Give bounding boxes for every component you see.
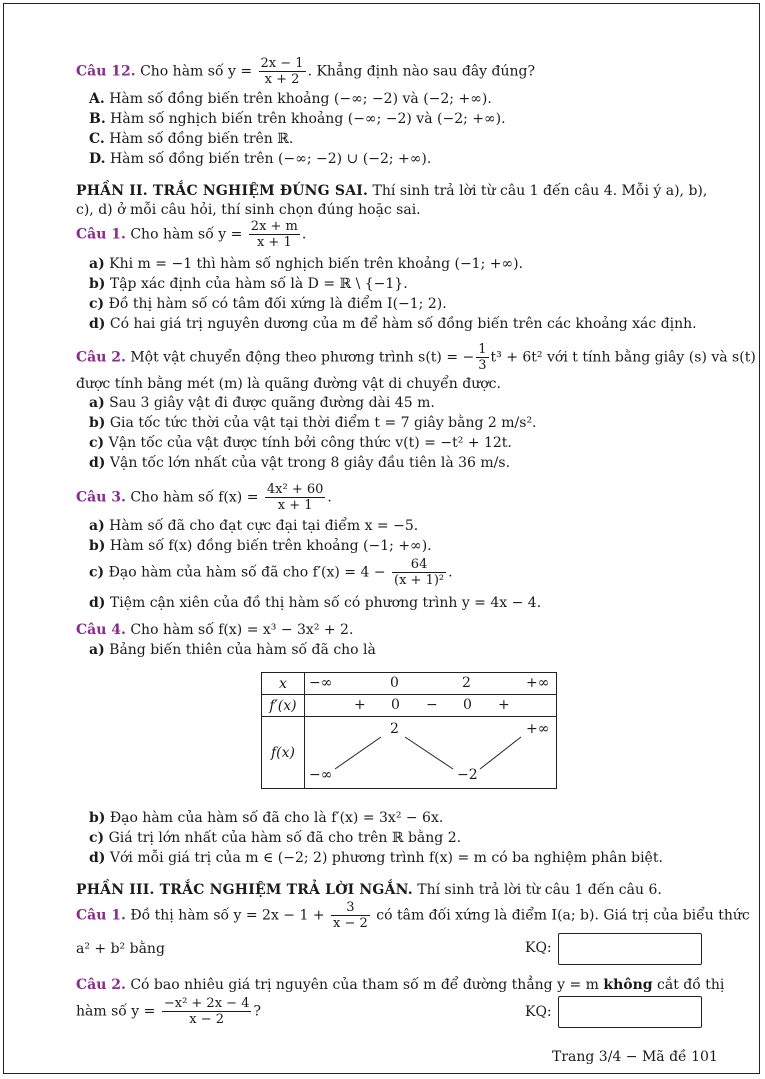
p2-q3-item-d: d) Tiệm cận xiên của đồ thị hàm số có phương trình y = 4x − 4. [89, 595, 542, 611]
p3-q1-fraction: $\frac{3}{x - 2}$ [333, 900, 368, 931]
p2-q1-fraction: $\frac{2x + m}{x + 1}$ [250, 219, 298, 250]
p2-q3-fraction: $\frac{\text{4x² + 60}}{x + 1}$ [266, 482, 324, 513]
p2-q3-stem: Câu 3. Cho hàm số f(x) = $\frac{\text{4x² + 60}}{x + 1}$ . [76, 482, 332, 513]
p2-q1-item-d: d) Có hai giá trị nguyên dương của m để hàm số đồng biến trên các khoảng xác định. [89, 316, 697, 332]
p3-q2-fraction: $\frac{\text{−x² + 2x − 4}}{x - 2}$ [163, 996, 250, 1027]
p3-q1-kq-label: KQ: [525, 940, 552, 956]
part2-heading: PHẦN II. TRẮC NGHIỆM ĐÚNG SAI. Thí sinh trả lời từ câu 1 đến câu 4. Mỗi ý a), b), [76, 183, 708, 199]
p2-q1-item-b: b) Tập xác định của hàm số là D = ℝ \ {−1}. [89, 276, 408, 292]
p2-q1-item-a: a) Khi m = −1 thì hàm số nghịch biến trên khoảng (−1; +∞). [89, 256, 524, 272]
p2-q4-stem: Câu 4. Cho hàm số f(x) = x³ − 3x² + 2. [76, 622, 354, 638]
q12-option-d: D. Hàm số đồng biến trên (−∞; −2) ∪ (−2; +∞). [89, 151, 432, 167]
p2-q3-item-b: b) Hàm số f(x) đồng biến trên khoảng (−1; +∞). [89, 538, 432, 554]
p3-q1-stem: Câu 1. Đồ thị hàm số y = 2x − 1 + $\frac{3}{x - 2}$ có tâm đối xứng là điểm I(a; b). Giá trị của biểu thức [76, 900, 750, 931]
p2-q2-fraction: $\frac{1}{3}$ [478, 342, 487, 373]
p2-q2-stem: Câu 2. Một vật chuyển động theo phương trình s(t) = − $\frac{1}{3}$ t³ + 6t² với t tính bằng giây (s) và s(t) [76, 342, 756, 373]
p2-q2-item-c: c) Vận tốc của vật được tính bởi công thức v(t) = −t² + 12t. [89, 435, 512, 451]
vt-arrows [305, 717, 556, 789]
p2-q3-c-fraction: $\frac{64}{\text{(x + 1)²}}$ [394, 557, 445, 588]
vt-f-label: f(x) [262, 717, 305, 789]
p2-q2-stem-line2: được tính bằng mét (m) là quãng đường vật di chuyển được. [76, 376, 501, 392]
q12-option-b: B. Hàm số nghịch biến trên khoảng (−∞; −2) và (−2; +∞). [89, 111, 506, 127]
p2-q4-item-b: b) Đạo hàm của hàm số đã cho là f′(x) = 3x² − 6x. [89, 810, 444, 826]
q12-fraction: $\frac{2x - 1}{x + 2}$ [260, 56, 304, 87]
q12-option-c: C. Hàm số đồng biến trên ℝ. [89, 131, 294, 147]
p3-q1-stem-line2: a² + b² bằng [76, 941, 165, 957]
vt-deriv-row: + 0 − 0 + [305, 695, 557, 717]
p2-q2-item-d: d) Vận tốc lớn nhất của vật trong 8 giây đầu tiên là 36 m/s. [89, 455, 511, 471]
variation-table [261, 672, 557, 789]
vt-f-row: −∞ 2 −2 +∞ [305, 717, 557, 789]
p3-q1-answer-box[interactable] [558, 933, 702, 965]
p2-q3-item-c: c) Đạo hàm của hàm số đã cho f′(x) = 4 − $\frac{64}{\text{(x + 1)²}}$ . [89, 557, 453, 588]
p3-q2-stem-line2: hàm số y = $\frac{\text{−x² + 2x − 4}}{x - 2}$ ? [76, 996, 261, 1027]
p2-q2-item-a: a) Sau 3 giây vật đi được quãng đường dài 45 m. [89, 395, 435, 411]
vt-x-label: x [262, 673, 305, 695]
p2-q4-item-c: c) Giá trị lớn nhất của hàm số đã cho trên ℝ bằng 2. [89, 830, 462, 846]
p2-q1-item-c: c) Đồ thị hàm số có tâm đối xứng là điểm I(−1; 2). [89, 296, 447, 312]
vt-x-row: −∞ 0 2 +∞ [305, 673, 557, 695]
p3-q2-stem: Câu 2. Có bao nhiêu giá trị nguyên của tham số m để đường thẳng y = m không cắt đồ thị [76, 977, 725, 993]
p2-q4-item-a: a) Bảng biến thiên của hàm số đã cho là [89, 642, 376, 658]
q12-stem: Câu 12. Cho hàm số y = $\frac{2x - 1}{x + 2}$ . Khẳng định nào sau đây đúng? [76, 56, 536, 87]
part3-heading: PHẦN III. TRẮC NGHIỆM TRẢ LỜI NGẮN. Thí sinh trả lời từ câu 1 đến câu 6. [76, 882, 662, 898]
p3-q2-answer-box[interactable] [558, 996, 702, 1028]
part2-desc: c), d) ở mỗi câu hỏi, thí sinh chọn đúng hoặc sai. [76, 202, 421, 218]
p2-q1-stem: Câu 1. Cho hàm số y = $\frac{2x + m}{x + 1}$ . [76, 219, 307, 250]
p3-q2-kq-label: KQ: [525, 1004, 552, 1020]
q12-option-a: A. Hàm số đồng biến trên khoảng (−∞; −2) và (−2; +∞). [89, 91, 492, 107]
vt-deriv-label: f′(x) [262, 695, 305, 717]
page-footer: Trang 3/4 − Mã đề 101 [552, 1049, 718, 1065]
p2-q4-item-d: d) Với mỗi giá trị của m ∈ (−2; 2) phương trình f(x) = m có ba nghiệm phân biệt. [89, 850, 663, 866]
p2-q3-item-a: a) Hàm số đã cho đạt cực đại tại điểm x = −5. [89, 518, 419, 534]
p2-q2-item-b: b) Gia tốc tức thời của vật tại thời điểm t = 7 giây bằng 2 m/s². [89, 415, 537, 431]
